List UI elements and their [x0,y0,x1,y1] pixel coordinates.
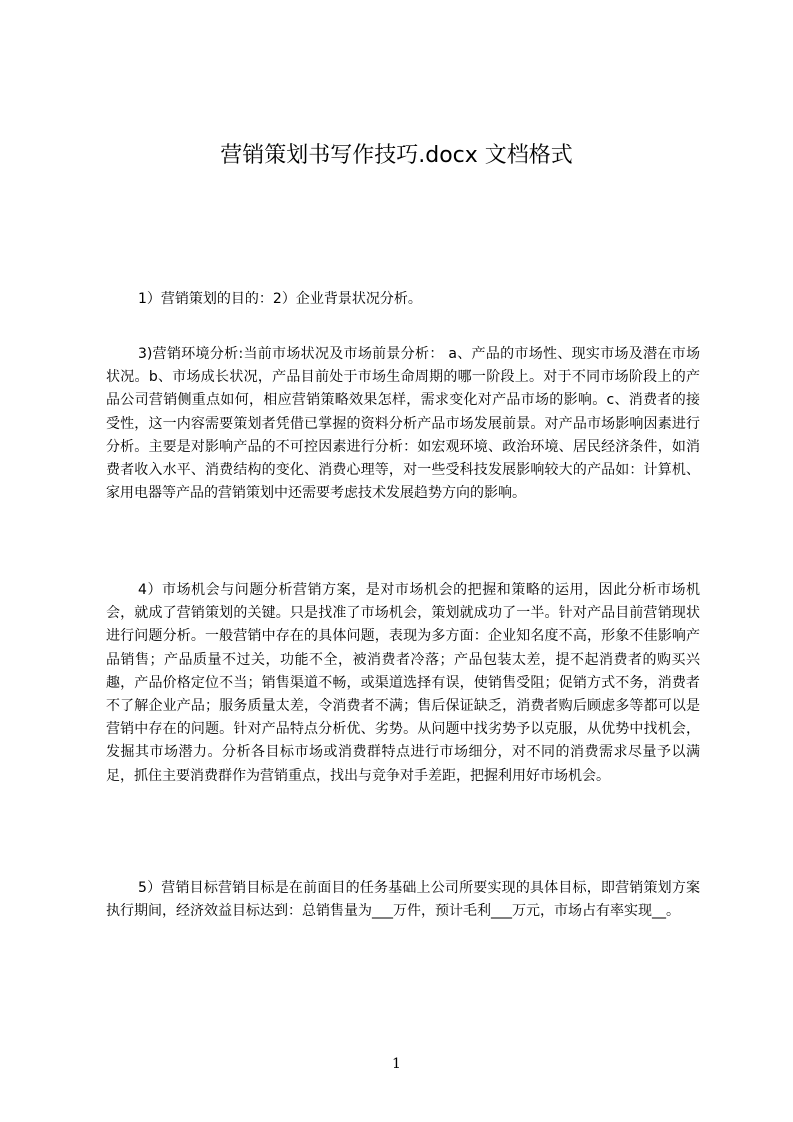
paragraph-environment-analysis: 3)营销环境分析:当前市场状况及市场前景分析： a、产品的市场性、现实市场及潜在市场状况。b、市场成长状况，产品目前处于市场生命周期的哪一阶段上。对于不同市场阶段上的产品公司营销侧重点如何，相应营销策略效果怎样，需求变化对产品市场的影响。c、消费者的接受性，这一内容需要策划者凭借已掌握的资料分析产品市场发展前景。对产品市场影响因素进行分析。主要是对影响产品的不可控因素进行分析：如宏观环境、政治环境、居民经济条件，如消费者收入水平、消费结构的变化、消费心理等，对一些受科技发展影响较大的产品如：计算机、家用电器等产品的营销策划中还需要考虑技术发展趋势方向的影响。 [106,346,700,502]
page-number: 1 [392,1056,401,1072]
paragraph-marketing-goals: 5）营销目标营销目标是在前面目的任务基础上公司所要实现的具体目标，即营销策划方案执行期间，经济效益目标达到：总销售量为___万件，预计毛利___万元，市场占有率实现__。 [106,880,700,920]
document-title: 营销策划书写作技巧.docx 文档格式 [220,143,573,168]
paragraph-opportunity-analysis: 4）市场机会与问题分析营销方案，是对市场机会的把握和策略的运用，因此分析市场机会，就成了营销策划的关键。只是找准了市场机会，策划就成功了一半。针对产品目前营销现状进行问题分析。一般营销中存在的具体问题，表现为多方面：企业知名度不高，形象不佳影响产品销售；产品质量不过关，功能不全，被消费者冷落；产品包装太差，提不起消费者的购买兴趣，产品价格定位不当；销售渠道不畅，或渠道选择有误，使销售受阻；促销方式不务，消费者不了解企业产品；服务质量太差，令消费者不满；售后保证缺乏，消费者购后顾虑多等都可以是营销中存在的问题。针对产品特点分析优、劣势。从问题中找劣势予以克服，从优势中找机会，发掘其市场潜力。分析各目标市场或消费群特点进行市场细分，对不同的消费需求尽量予以满足，抓住主要消费群作为营销重点，找出与竞争对手差距，把握利用好市场机会。 [106,582,700,784]
paragraph-purpose: 1）营销策划的目的：2）企业背景状况分析。 [138,291,422,307]
